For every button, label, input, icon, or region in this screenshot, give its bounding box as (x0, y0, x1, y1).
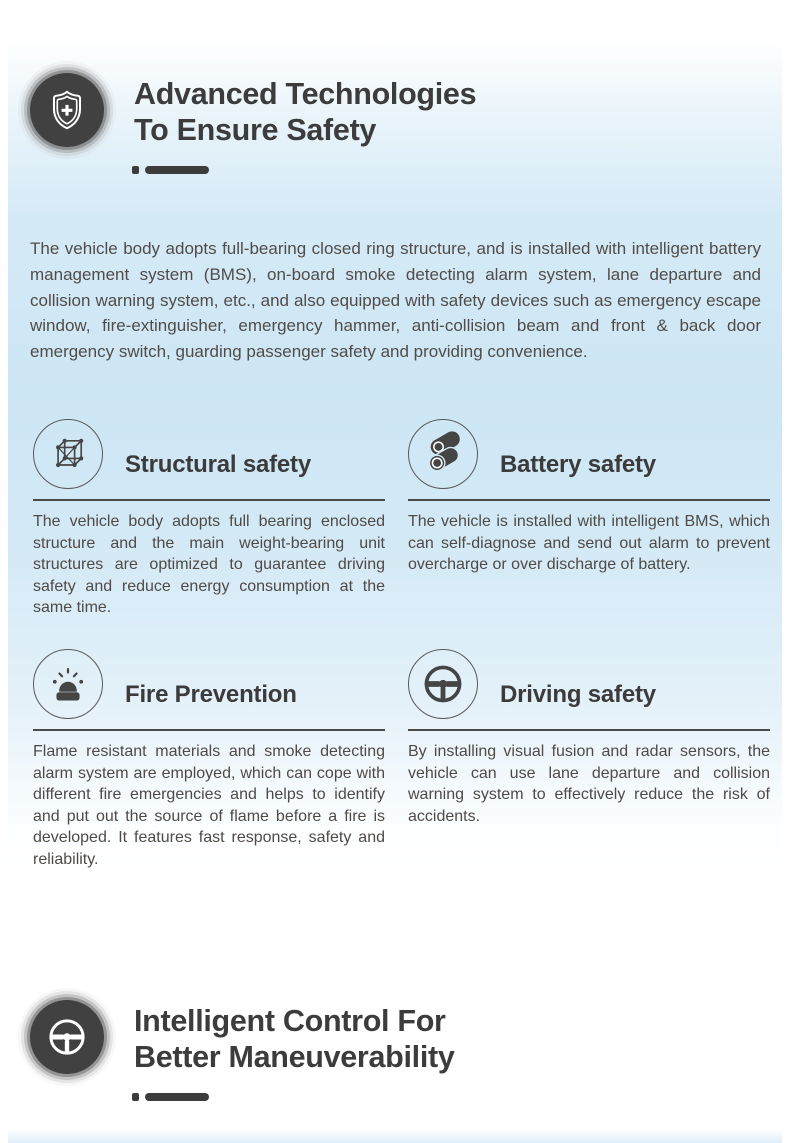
safety-title-line1: Advanced Technologies (134, 77, 477, 111)
feature-divider (408, 729, 770, 731)
feature-card-structural-safety (33, 418, 385, 619)
feature-head (408, 418, 770, 490)
feature-card-fire-prevention (33, 648, 385, 871)
safety-title-line2: To Ensure Safety (134, 113, 377, 147)
battery-cells-icon (408, 419, 478, 489)
cube-structure-icon (33, 419, 103, 489)
feature-card-battery-safety (408, 418, 770, 576)
feature-description: Flame resistant materials and smoke detecting alarm system are employed, which can cope with different fire emergencies and helps to identify and put out the source of flame before a fire is developed. It features fast response, safety and reliability. (33, 743, 385, 868)
feature-divider (33, 729, 385, 731)
feature-description: By installing visual fusion and radar sensors, the vehicle can use lane departure and collision warning system to effectively reduce the risk of accidents. (408, 743, 770, 825)
control-title-underline (132, 1093, 209, 1101)
feature-description: The vehicle is installed with intelligent BMS, which can self-diagnose and send out alarm to prevent overcharge or over discharge of battery. (408, 513, 770, 574)
feature-divider (33, 499, 385, 501)
siren-alarm-icon (33, 649, 103, 719)
feature-title: Structural safety (125, 451, 311, 478)
feature-card-driving-safety (408, 648, 770, 827)
feature-title: Battery safety (500, 451, 656, 478)
feature-head (408, 648, 770, 720)
square-bullet (132, 166, 139, 174)
control-section-title (134, 1003, 455, 1075)
next-section-panel-edge (8, 1129, 782, 1143)
feature-divider (408, 499, 770, 501)
feature-description: The vehicle body adopts full bearing enclosed structure and the main weight-bearing unit structures are optimized to guarantee driving safety and reduce energy consumption at the same time. (33, 513, 385, 617)
feature-head (33, 648, 385, 720)
square-bullet (132, 1093, 139, 1101)
feature-title: Driving safety (500, 681, 656, 708)
safety-title-underline (132, 166, 209, 174)
intro-paragraph: The vehicle body adopts full-bearing closed ring structure, and is installed with intelligent battery management system (BMS), on-board smoke detecting alarm system, lane departure and collision warning system, etc., and also equipped with safety devices such as emergency escape window, fire-extinguisher, emergency hammer, anti-collision beam and front & back door emergency switch, guarding passenger safety and providing convenience. (30, 239, 761, 362)
feature-title: Fire Prevention (125, 681, 297, 708)
feature-head (33, 418, 385, 490)
control-title-line2: Better Maneuverability (134, 1040, 455, 1074)
safety-section-title (134, 76, 476, 148)
steering-wheel-badge-icon (30, 1000, 104, 1074)
shield-plus-icon (30, 73, 104, 147)
control-title-line1: Intelligent Control For (134, 1004, 446, 1038)
steering-wheel-icon (408, 649, 478, 719)
dash-bullet (145, 1093, 209, 1101)
dash-bullet (145, 166, 209, 174)
